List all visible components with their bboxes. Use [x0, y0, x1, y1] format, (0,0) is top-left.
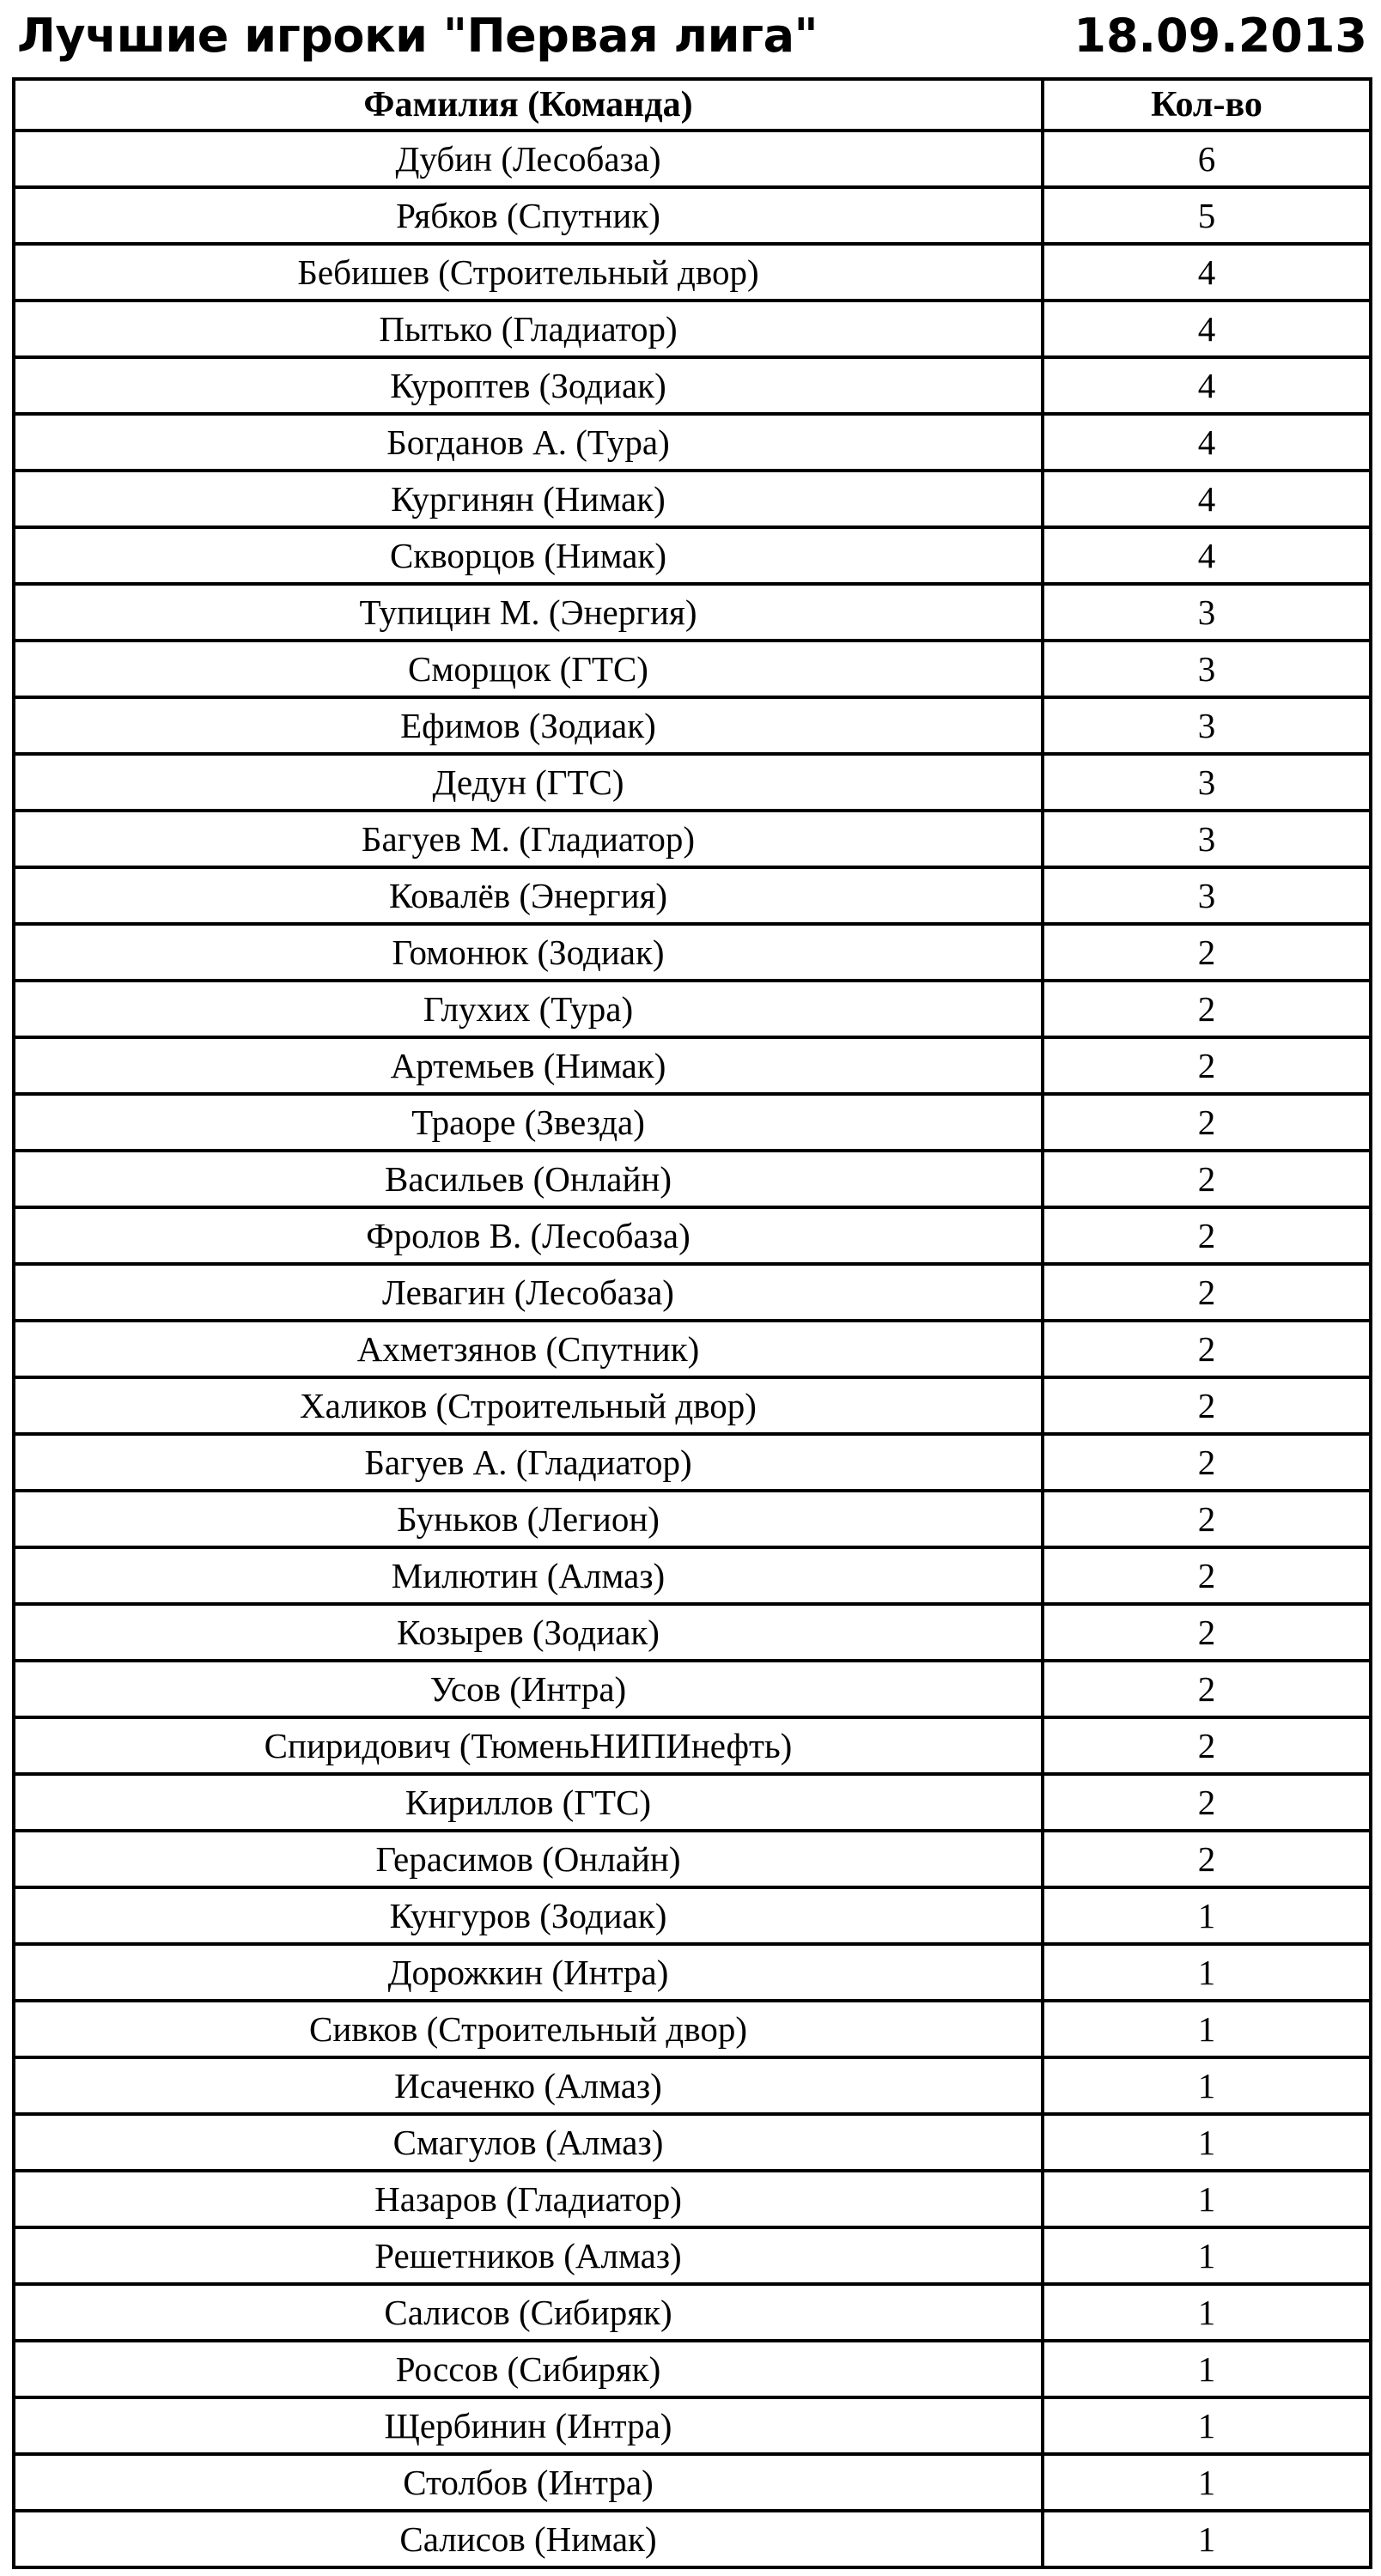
- table-row: [14, 1151, 1371, 1207]
- table-row: [14, 1207, 1371, 1264]
- table-row: [14, 2397, 1371, 2454]
- goal-count-cell: 6: [1043, 131, 1371, 187]
- player-name-cell: Пытько (Гладиатор): [14, 301, 1043, 357]
- table-row: [14, 244, 1371, 301]
- player-name-cell: Куроптев (Зодиак): [14, 357, 1043, 414]
- table-row: [14, 471, 1371, 527]
- goal-count-cell: 1: [1043, 1944, 1371, 2001]
- player-name-cell: Столбов (Интра): [14, 2454, 1043, 2511]
- player-name-cell: Дорожкин (Интра): [14, 1944, 1043, 2001]
- player-name-cell: Назаров (Гладиатор): [14, 2171, 1043, 2227]
- table-row: [14, 1377, 1371, 1434]
- player-name-cell: Милютин (Алмаз): [14, 1547, 1043, 1604]
- player-name-cell: Спиридович (ТюменьНИПИнефть): [14, 1717, 1043, 1774]
- table-row: [14, 2001, 1371, 2057]
- player-name-cell: Халиков (Строительный двор): [14, 1377, 1043, 1434]
- player-name-cell: Багуев М. (Гладиатор): [14, 811, 1043, 867]
- goal-count-cell: 1: [1043, 2454, 1371, 2511]
- table-row: [14, 1831, 1371, 1887]
- player-name-cell: Левагин (Лесобаза): [14, 1264, 1043, 1321]
- table-row: [14, 1944, 1371, 2001]
- table-row: [14, 1434, 1371, 1491]
- player-name-cell: Решетников (Алмаз): [14, 2227, 1043, 2284]
- players-table: [12, 77, 1372, 2569]
- table-row: [14, 187, 1371, 244]
- player-name-cell: Салисов (Нимак): [14, 2511, 1043, 2567]
- goal-count-cell: 2: [1043, 1774, 1371, 1831]
- players-table-container: [12, 77, 1369, 2569]
- table-row: [14, 1774, 1371, 1831]
- player-name-cell: Дубин (Лесобаза): [14, 131, 1043, 187]
- player-name-cell: Багуев А. (Гладиатор): [14, 1434, 1043, 1491]
- goal-count-cell: 3: [1043, 867, 1371, 924]
- table-row: [14, 1661, 1371, 1717]
- table-row: [14, 2454, 1371, 2511]
- table-row: [14, 2341, 1371, 2397]
- goal-count-cell: 2: [1043, 1094, 1371, 1151]
- page-title: Лучшие игроки "Первая лига": [17, 9, 818, 63]
- table-row: [14, 1604, 1371, 1661]
- goal-count-cell: 1: [1043, 2341, 1371, 2397]
- goal-count-cell: 4: [1043, 244, 1371, 301]
- goal-count-cell: 3: [1043, 584, 1371, 641]
- goal-count-cell: 1: [1043, 2114, 1371, 2171]
- goal-count-cell: 1: [1043, 2057, 1371, 2114]
- player-name-cell: Траоре (Звезда): [14, 1094, 1043, 1151]
- table-header-row: [14, 79, 1371, 131]
- goal-count-cell: 3: [1043, 754, 1371, 811]
- table-row: [14, 357, 1371, 414]
- player-name-cell: Буньков (Легион): [14, 1491, 1043, 1547]
- player-name-cell: Кириллов (ГТС): [14, 1774, 1043, 1831]
- table-body: [14, 131, 1371, 2567]
- goal-count-cell: 1: [1043, 2001, 1371, 2057]
- table-row: [14, 1264, 1371, 1321]
- goal-count-cell: 2: [1043, 1491, 1371, 1547]
- goal-count-cell: 2: [1043, 981, 1371, 1037]
- table-row: [14, 1887, 1371, 1944]
- player-name-cell: Ковалёв (Энергия): [14, 867, 1043, 924]
- goal-count-cell: 4: [1043, 357, 1371, 414]
- goal-count-cell: 2: [1043, 1151, 1371, 1207]
- table-row: [14, 811, 1371, 867]
- player-name-cell: Тупицин М. (Энергия): [14, 584, 1043, 641]
- goal-count-cell: 4: [1043, 527, 1371, 584]
- player-name-cell: Щербинин (Интра): [14, 2397, 1043, 2454]
- goal-count-cell: 2: [1043, 1717, 1371, 1774]
- player-name-cell: Фролов В. (Лесобаза): [14, 1207, 1043, 1264]
- player-name-cell: Кургинян (Нимак): [14, 471, 1043, 527]
- player-name-cell: Салисов (Сибиряк): [14, 2284, 1043, 2341]
- column-header-name: Фамилия (Команда): [14, 79, 1043, 131]
- table-row: [14, 2511, 1371, 2567]
- table-row: [14, 867, 1371, 924]
- goal-count-cell: 2: [1043, 1037, 1371, 1094]
- column-header-count: Кол-во: [1043, 79, 1371, 131]
- player-name-cell: Сморщок (ГТС): [14, 641, 1043, 697]
- goal-count-cell: 4: [1043, 301, 1371, 357]
- table-row: [14, 641, 1371, 697]
- player-name-cell: Васильев (Онлайн): [14, 1151, 1043, 1207]
- table-row: [14, 584, 1371, 641]
- table-row: [14, 2227, 1371, 2284]
- table-row: [14, 1321, 1371, 1377]
- table-row: [14, 1491, 1371, 1547]
- table-row: [14, 2057, 1371, 2114]
- goal-count-cell: 1: [1043, 2284, 1371, 2341]
- table-row: [14, 754, 1371, 811]
- table-row: [14, 2171, 1371, 2227]
- goal-count-cell: 1: [1043, 2511, 1371, 2567]
- player-name-cell: Богданов А. (Тура): [14, 414, 1043, 471]
- goal-count-cell: 2: [1043, 1321, 1371, 1377]
- page-header: [0, 0, 1381, 70]
- player-name-cell: Дедун (ГТС): [14, 754, 1043, 811]
- player-name-cell: Герасимов (Онлайн): [14, 1831, 1043, 1887]
- goal-count-cell: 2: [1043, 1661, 1371, 1717]
- player-name-cell: Бебишев (Строительный двор): [14, 244, 1043, 301]
- player-name-cell: Кунгуров (Зодиак): [14, 1887, 1043, 1944]
- player-name-cell: Рябков (Спутник): [14, 187, 1043, 244]
- player-name-cell: Исаченко (Алмаз): [14, 2057, 1043, 2114]
- goal-count-cell: 1: [1043, 2171, 1371, 2227]
- table-row: [14, 2114, 1371, 2171]
- player-name-cell: Скворцов (Нимак): [14, 527, 1043, 584]
- table-row: [14, 1717, 1371, 1774]
- goal-count-cell: 5: [1043, 187, 1371, 244]
- goal-count-cell: 2: [1043, 1207, 1371, 1264]
- goal-count-cell: 4: [1043, 471, 1371, 527]
- player-name-cell: Сивков (Строительный двор): [14, 2001, 1043, 2057]
- table-row: [14, 1094, 1371, 1151]
- table-row: [14, 1037, 1371, 1094]
- player-name-cell: Смагулов (Алмаз): [14, 2114, 1043, 2171]
- player-name-cell: Гомонюк (Зодиак): [14, 924, 1043, 981]
- player-name-cell: Артемьев (Нимак): [14, 1037, 1043, 1094]
- table-row: [14, 2284, 1371, 2341]
- goal-count-cell: 2: [1043, 1264, 1371, 1321]
- goal-count-cell: 3: [1043, 697, 1371, 754]
- player-name-cell: Ефимов (Зодиак): [14, 697, 1043, 754]
- goal-count-cell: 3: [1043, 641, 1371, 697]
- page-date: 18.09.2013: [1074, 9, 1367, 63]
- table-row: [14, 131, 1371, 187]
- table-row: [14, 981, 1371, 1037]
- player-name-cell: Ахметзянов (Спутник): [14, 1321, 1043, 1377]
- goal-count-cell: 3: [1043, 811, 1371, 867]
- goal-count-cell: 2: [1043, 1604, 1371, 1661]
- player-name-cell: Козырев (Зодиак): [14, 1604, 1043, 1661]
- goal-count-cell: 1: [1043, 2397, 1371, 2454]
- table-row: [14, 924, 1371, 981]
- table-row: [14, 301, 1371, 357]
- table-row: [14, 697, 1371, 754]
- player-name-cell: Глухих (Тура): [14, 981, 1043, 1037]
- table-row: [14, 414, 1371, 471]
- table-row: [14, 527, 1371, 584]
- player-name-cell: Усов (Интра): [14, 1661, 1043, 1717]
- goal-count-cell: 1: [1043, 2227, 1371, 2284]
- goal-count-cell: 4: [1043, 414, 1371, 471]
- goal-count-cell: 1: [1043, 1887, 1371, 1944]
- player-name-cell: Россов (Сибиряк): [14, 2341, 1043, 2397]
- table-row: [14, 1547, 1371, 1604]
- goal-count-cell: 2: [1043, 1434, 1371, 1491]
- goal-count-cell: 2: [1043, 924, 1371, 981]
- goal-count-cell: 2: [1043, 1547, 1371, 1604]
- goal-count-cell: 2: [1043, 1831, 1371, 1887]
- goal-count-cell: 2: [1043, 1377, 1371, 1434]
